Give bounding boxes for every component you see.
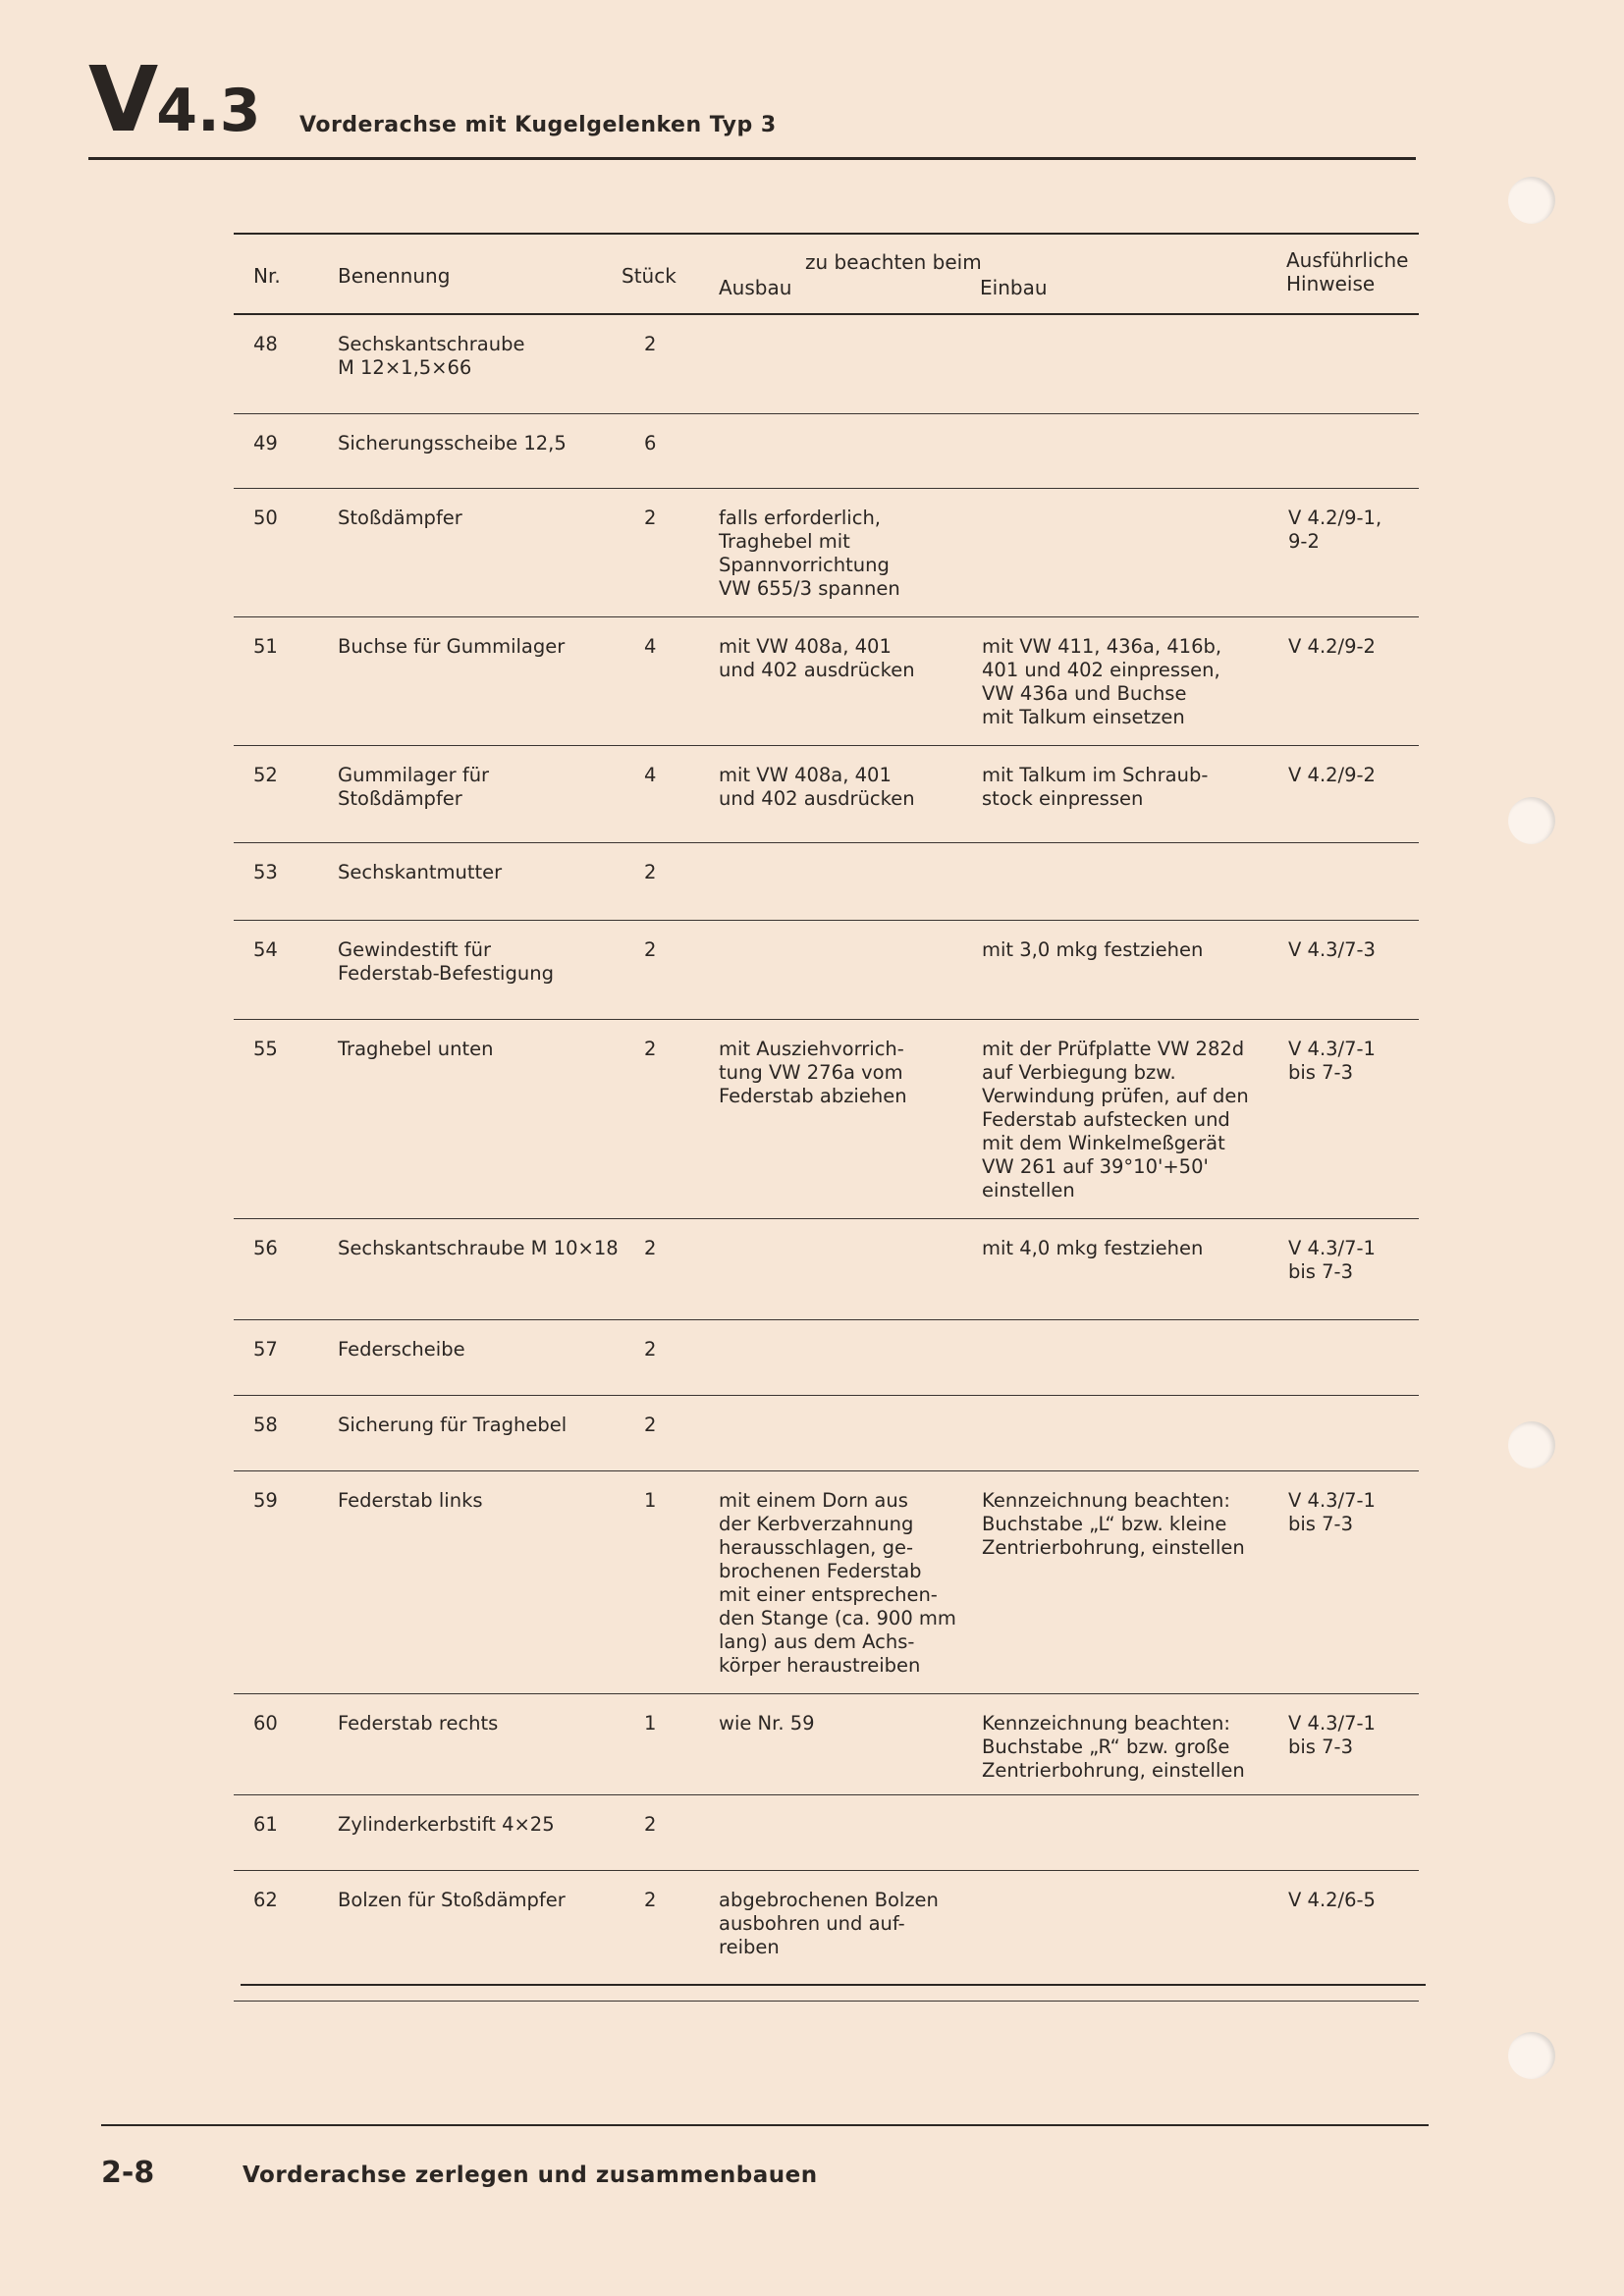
table-row [234, 315, 1419, 414]
punch-hole-4 [1508, 2032, 1555, 2079]
cell-nr: 56 [253, 1237, 278, 1259]
cell-nr: 58 [253, 1414, 278, 1436]
cell-benennung: Traghebel unten [338, 1038, 494, 1060]
header-ausbau: Ausbau [719, 276, 792, 299]
cell-nr: 48 [253, 333, 278, 355]
table-row [234, 617, 1419, 746]
page-number: 2-8 [101, 2156, 155, 2190]
cell-hinweise: V 4.2/6-5 [1288, 1889, 1376, 1911]
cell-einbau: mit 3,0 mkg festziehen [982, 938, 1204, 961]
section-number: 4.3 [156, 77, 261, 145]
table-row [234, 746, 1419, 843]
header-benennung: Benennung [338, 264, 451, 288]
table-body [234, 315, 1419, 2002]
cell-benennung: Buchse für Gummilager [338, 635, 566, 658]
cell-benennung: Sechskantschraube M 10×18 [338, 1237, 619, 1259]
cell-ausbau: abgebrochenen Bolzen ausbohren und auf- reiben [719, 1889, 939, 1958]
cell-hinweise: V 4.3/7-1 bis 7-3 [1288, 1237, 1376, 1283]
cell-stueck: 2 [644, 1237, 657, 1259]
section-letter: V [88, 47, 157, 152]
cell-einbau: mit Talkum im Schraub- stock einpressen [982, 764, 1209, 810]
section-code [88, 47, 261, 152]
cell-stueck: 4 [644, 764, 657, 786]
cell-einbau: mit 4,0 mkg festziehen [982, 1237, 1204, 1259]
cell-stueck: 2 [644, 1813, 657, 1836]
table-row [234, 1320, 1419, 1396]
table-row [234, 414, 1419, 489]
cell-stueck: 2 [644, 507, 657, 529]
cell-einbau: Kennzeichnung beachten: Buchstabe „L“ bzw. kleine Zentrierbohrung, einstellen [982, 1489, 1245, 1559]
table-row [234, 1020, 1419, 1219]
header-nr: Nr. [253, 264, 281, 288]
cell-hinweise: V 4.3/7-1 bis 7-3 [1288, 1038, 1376, 1084]
cell-stueck: 2 [644, 1338, 657, 1361]
cell-hinweise: V 4.3/7-3 [1288, 938, 1376, 961]
cell-benennung: Zylinderkerbstift 4×25 [338, 1813, 555, 1836]
cell-benennung: Gummilager für Stoßdämpfer [338, 764, 490, 810]
cell-benennung: Bolzen für Stoßdämpfer [338, 1889, 566, 1911]
cell-benennung: Sicherungsscheibe 12,5 [338, 432, 567, 454]
punch-hole-3 [1508, 1421, 1555, 1468]
cell-nr: 52 [253, 764, 278, 786]
header-rule [88, 157, 1416, 160]
header-hinweise: Ausführliche Hinweise [1286, 248, 1409, 295]
header-stueck: Stück [622, 264, 677, 288]
cell-hinweise: V 4.2/9-1, 9-2 [1288, 507, 1382, 553]
cell-stueck: 1 [644, 1712, 657, 1735]
cell-stueck: 2 [644, 861, 657, 883]
cell-ausbau: mit Ausziehvorrich- tung VW 276a vom Federstab abziehen [719, 1038, 907, 1107]
cell-nr: 54 [253, 938, 278, 961]
cell-nr: 51 [253, 635, 278, 658]
table-header [234, 233, 1419, 315]
cell-benennung: Federstab links [338, 1489, 483, 1512]
page-title: Vorderachse mit Kugelgelenken Typ 3 [299, 113, 777, 137]
table-row [234, 1871, 1419, 2002]
table-row [234, 1795, 1419, 1871]
cell-ausbau: falls erforderlich, Traghebel mit Spannvorrichtung VW 655/3 spannen [719, 507, 900, 600]
cell-nr: 49 [253, 432, 278, 454]
cell-benennung: Sechskantschraube M 12×1,5×66 [338, 333, 525, 379]
cell-stueck: 2 [644, 938, 657, 961]
table-row [234, 1219, 1419, 1320]
cell-benennung: Federstab rechts [338, 1712, 499, 1735]
cell-stueck: 4 [644, 635, 657, 658]
cell-nr: 62 [253, 1889, 278, 1911]
cell-nr: 59 [253, 1489, 278, 1512]
cell-hinweise: V 4.2/9-2 [1288, 764, 1376, 786]
cell-stueck: 2 [644, 333, 657, 355]
cell-nr: 57 [253, 1338, 278, 1361]
punch-hole-1 [1508, 177, 1555, 224]
cell-einbau: mit VW 411, 436a, 416b, 401 und 402 einpressen, VW 436a und Buchse mit Talkum einsetzen [982, 635, 1222, 728]
cell-hinweise: V 4.3/7-1 bis 7-3 [1288, 1489, 1376, 1535]
footer-rule [101, 2124, 1429, 2126]
table-row [234, 1396, 1419, 1471]
cell-nr: 55 [253, 1038, 278, 1060]
table-row [234, 1694, 1419, 1795]
cell-stueck: 2 [644, 1414, 657, 1436]
cell-benennung: Gewindestift für Federstab-Befestigung [338, 938, 554, 985]
cell-ausbau: mit einem Dorn aus der Kerbverzahnung herausschlagen, ge- brochenen Federstab mit einer entsprechen- den Stange (ca. 900 mm lang) aus dem Achs- körper heraustreiben [719, 1489, 956, 1677]
cell-stueck: 2 [644, 1889, 657, 1911]
cell-benennung: Stoßdämpfer [338, 507, 462, 529]
cell-benennung: Sechskantmutter [338, 861, 503, 883]
table-row [234, 921, 1419, 1020]
cell-ausbau: mit VW 408a, 401 und 402 ausdrücken [719, 635, 915, 681]
cell-ausbau: mit VW 408a, 401 und 402 ausdrücken [719, 764, 915, 810]
cell-stueck: 6 [644, 432, 657, 454]
cell-stueck: 2 [644, 1038, 657, 1060]
cell-hinweise: V 4.2/9-2 [1288, 635, 1376, 658]
footer-title: Vorderachse zerlegen und zusammenbauen [243, 2163, 818, 2188]
cell-ausbau: wie Nr. 59 [719, 1712, 815, 1735]
cell-nr: 60 [253, 1712, 278, 1735]
table-row [234, 843, 1419, 921]
cell-benennung: Sicherung für Traghebel [338, 1414, 568, 1436]
cell-einbau: Kennzeichnung beachten: Buchstabe „R“ bzw. große Zentrierbohrung, einstellen [982, 1712, 1245, 1782]
header-einbau: Einbau [980, 276, 1048, 299]
punch-hole-2 [1508, 797, 1555, 844]
table-bottom-rule [241, 1984, 1426, 1986]
cell-hinweise: V 4.3/7-1 bis 7-3 [1288, 1712, 1376, 1758]
table-row [234, 1471, 1419, 1694]
table-row [234, 489, 1419, 617]
cell-nr: 61 [253, 1813, 278, 1836]
cell-nr: 53 [253, 861, 278, 883]
cell-stueck: 1 [644, 1489, 657, 1512]
cell-nr: 50 [253, 507, 278, 529]
parts-table [234, 233, 1419, 2002]
cell-einbau: mit der Prüfplatte VW 282d auf Verbiegung bzw. Verwindung prüfen, auf den Federstab aufstecken und mit dem Winkelmeßgerät VW 261 auf 39°10'+50' einstellen [982, 1038, 1249, 1201]
header-group: zu beachten beim [805, 250, 982, 274]
cell-benennung: Federscheibe [338, 1338, 465, 1361]
